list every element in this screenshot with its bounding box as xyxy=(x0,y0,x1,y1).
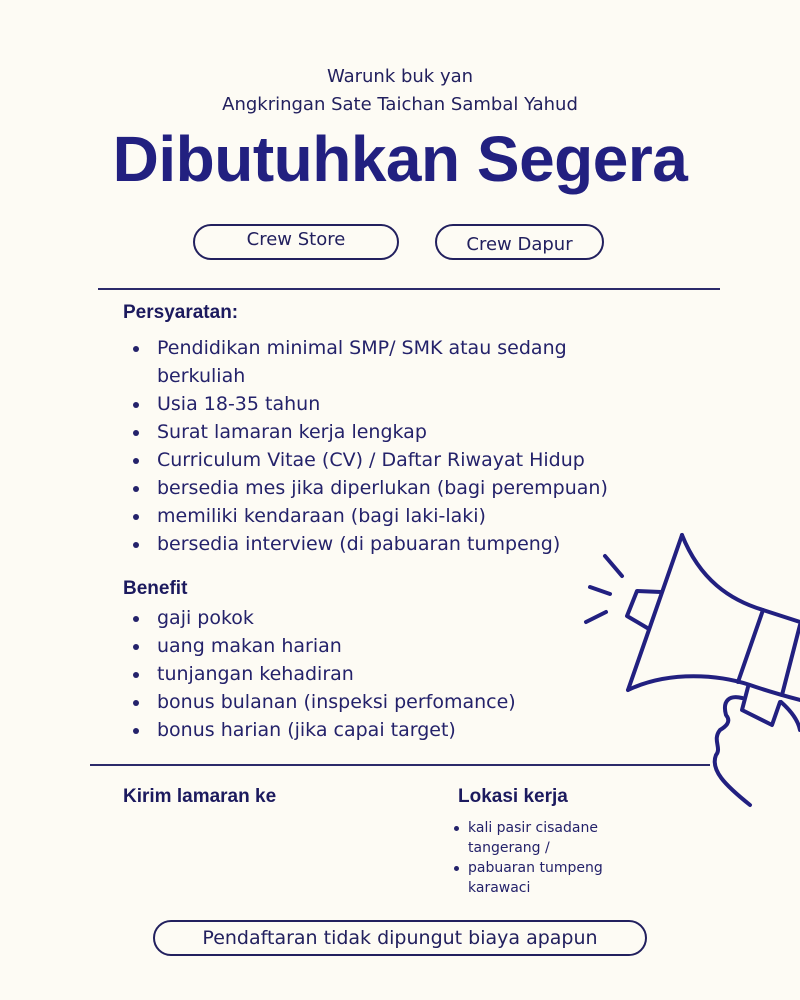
requirement-item: Usia 18-35 tahun xyxy=(123,390,613,418)
location-list-container xyxy=(452,818,622,898)
position-crew-dapur[interactable]: Crew Dapur xyxy=(435,224,604,260)
position-crew-store[interactable]: Crew Store xyxy=(193,224,399,260)
apply-heading: Kirim lamaran ke xyxy=(123,786,277,807)
divider-top xyxy=(98,288,720,290)
benefits-list-container xyxy=(123,604,583,744)
divider-bottom xyxy=(90,764,710,766)
requirement-item: memiliki kendaraan (bagi laki-laki) xyxy=(123,502,613,530)
shop-name: Warunk buk yan xyxy=(326,66,474,87)
benefit-item: uang makan harian xyxy=(123,632,583,660)
location-heading: Lokasi kerja xyxy=(458,786,568,807)
megaphone-icon xyxy=(560,520,800,820)
requirement-item: Curriculum Vitae (CV) / Daftar Riwayat Hidup xyxy=(123,446,613,474)
benefit-item: gaji pokok xyxy=(123,604,583,632)
business-name: Angkringan Sate Taichan Sambal Yahud xyxy=(222,94,578,115)
location-item: pabuaran tumpeng karawaci xyxy=(452,858,622,898)
free-registration-notice: Pendaftaran tidak dipungut biaya apapun xyxy=(153,920,647,956)
benefits-list xyxy=(123,604,583,744)
benefit-item: bonus bulanan (inspeksi perfomance) xyxy=(123,688,583,716)
requirement-item: bersedia interview (di pabuaran tumpeng) xyxy=(123,530,613,558)
page-title: Dibutuhkan Segera xyxy=(112,123,688,195)
requirement-item: Surat lamaran kerja lengkap xyxy=(123,418,613,446)
benefits-heading: Benefit xyxy=(123,578,188,599)
requirement-item: Pendidikan minimal SMP/ SMK atau sedang berkuliah xyxy=(123,334,613,390)
location-item: kali pasir cisadane tangerang / xyxy=(452,818,622,858)
requirements-list-container xyxy=(123,334,613,558)
requirement-item: bersedia mes jika diperlukan (bagi perempuan) xyxy=(123,474,613,502)
requirements-heading: Persyaratan: xyxy=(123,302,239,323)
benefit-item: tunjangan kehadiran xyxy=(123,660,583,688)
location-list xyxy=(452,818,622,898)
requirements-list xyxy=(123,334,613,558)
benefit-item: bonus harian (jika capai target) xyxy=(123,716,583,744)
